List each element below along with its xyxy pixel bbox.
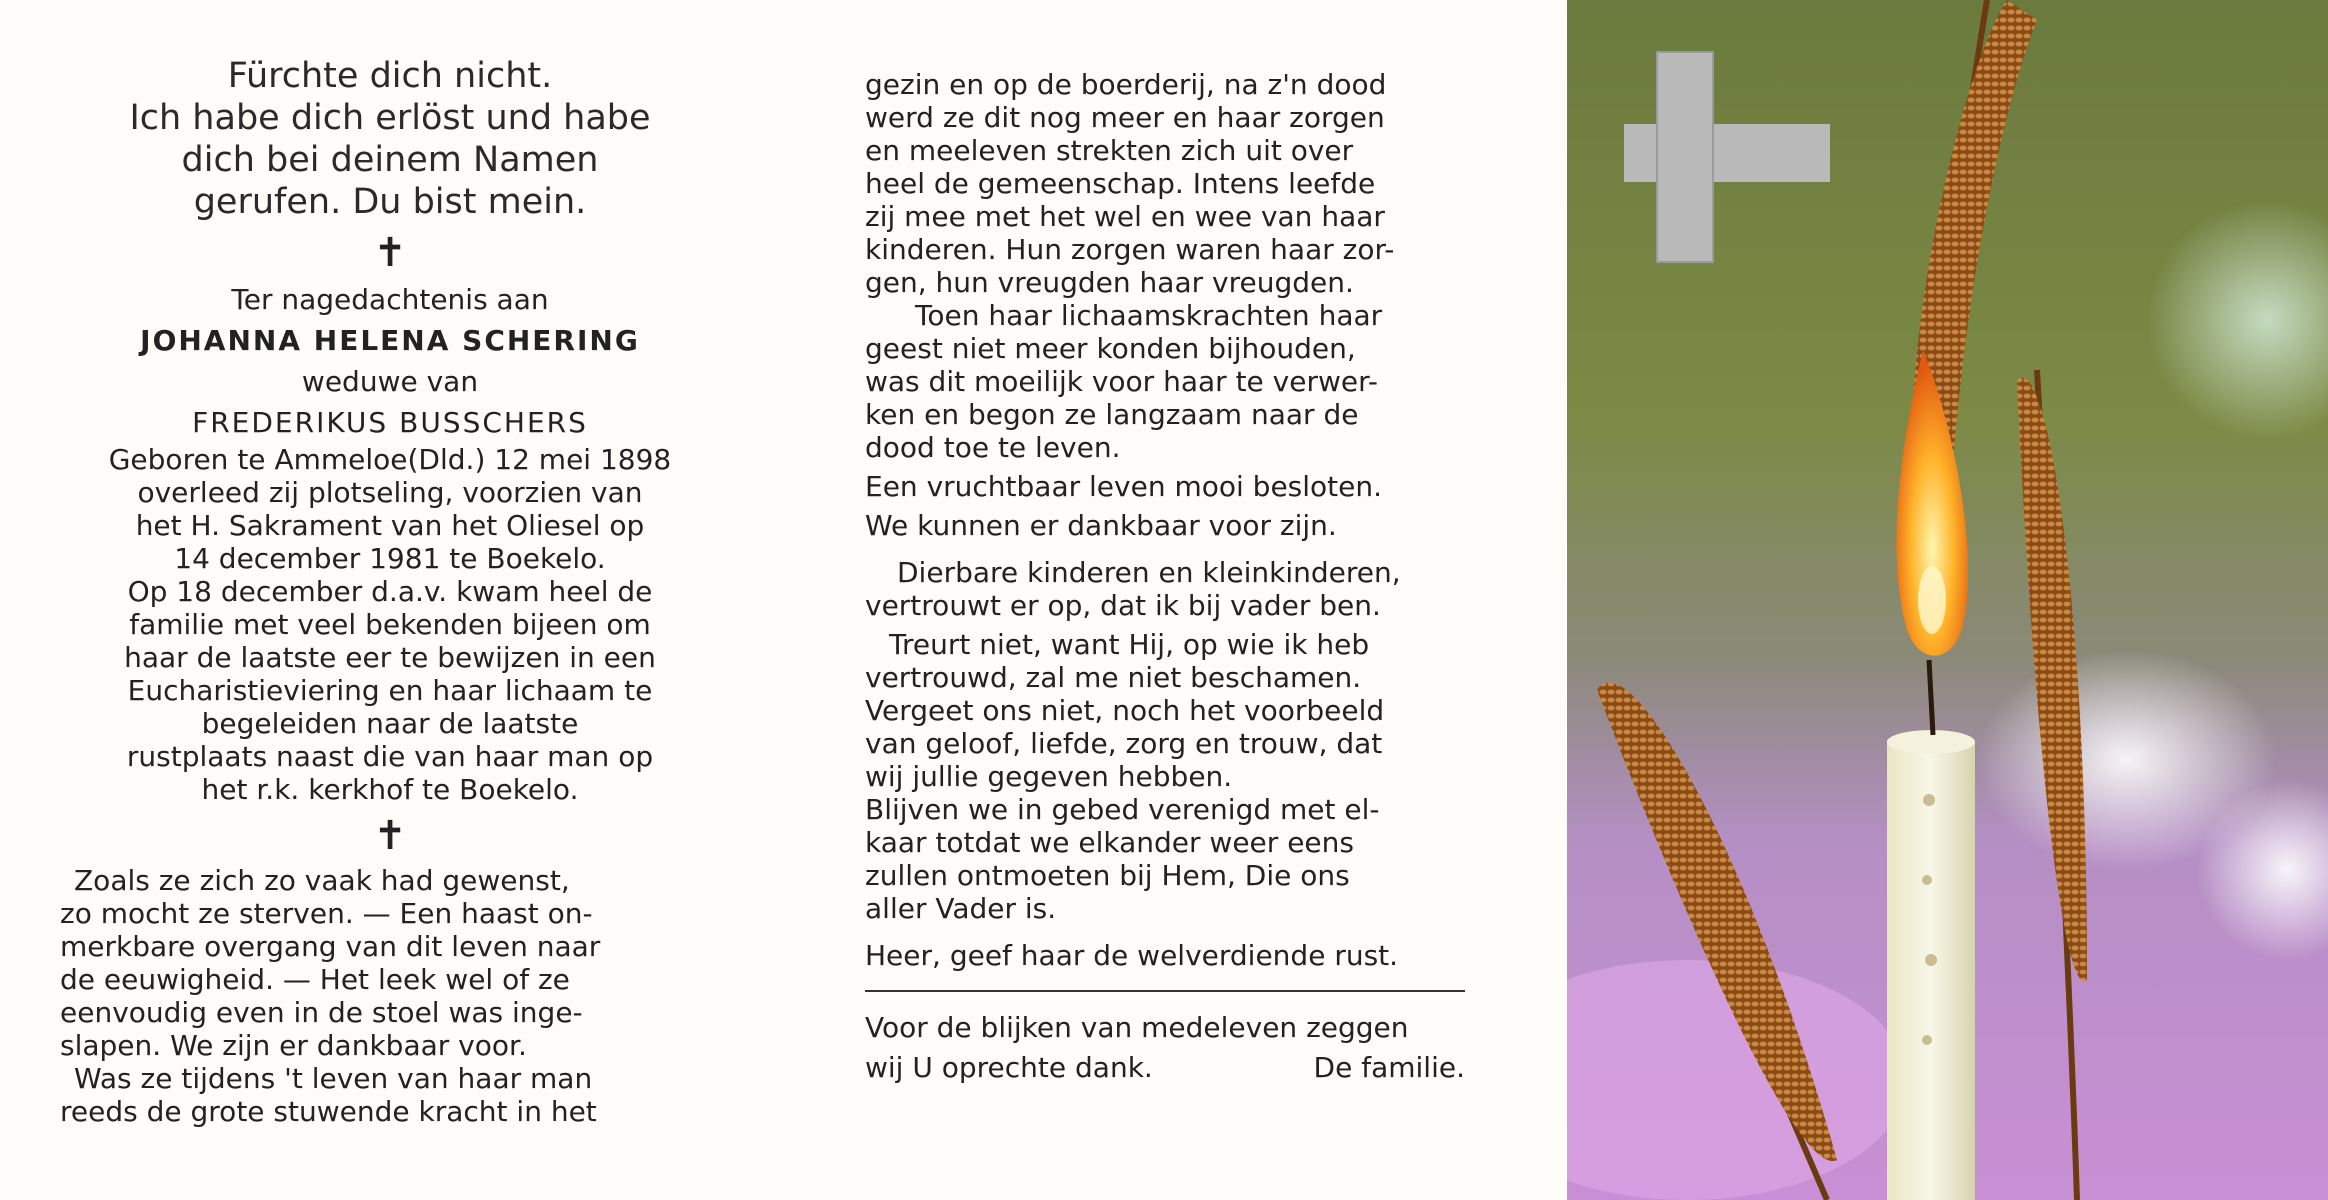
cross-icon: ✝ (373, 813, 407, 859)
family-line: zij mee met het wel en wee van haar (865, 200, 1385, 233)
passing-line: Zoals ze zich zo vaak had gewenst, (74, 864, 570, 897)
strength-paragraph (865, 299, 1485, 464)
fruitful-life-line: Een vruchtbaar leven mooi besloten. (865, 470, 1383, 503)
candle-wheat-photo (1567, 0, 2328, 1200)
passing-line: zo mocht ze sterven. — Een haast on- (60, 897, 593, 930)
quote-line: vertrouwt er op, dat ik bij vader ben. (865, 589, 1381, 622)
bio-paragraph (60, 443, 720, 575)
bio-line: overleed zij plotseling, voorzien van (137, 476, 643, 509)
motto-line: Fürchte dich nicht. (227, 56, 553, 96)
divider (865, 990, 1465, 992)
deceased-name: JOHANNA HELENA SCHERING (140, 324, 640, 357)
family-signature: De familie. (1313, 1051, 1465, 1084)
quote-line: Treurt niet, want Hij, op wie ik heb (889, 628, 1370, 661)
bio-line: 14 december 1981 te Boekelo. (174, 542, 606, 575)
quote-line: zullen ontmoeten bij Hem, Die ons (865, 859, 1350, 892)
thanks-line: wij U oprechte dank. (865, 1051, 1153, 1084)
quote-line: wij jullie gegeven hebben. (865, 760, 1233, 793)
quote-line: van geloof, liefde, zorg en trouw, dat (865, 727, 1383, 760)
quote-line: vertrouwd, zal me niet beschamen. (865, 661, 1362, 694)
cross-icon: ✝ (373, 230, 407, 276)
strength-line: was dit moeilijk voor haar te verwer- (865, 365, 1378, 398)
funeral-line: Eucharistieviering en haar lichaam te (127, 674, 653, 707)
motto (60, 55, 720, 223)
husband-name: FREDERIKUS BUSSCHERS (192, 406, 588, 439)
prayer-line: Heer, geef haar de welverdiende rust. (865, 939, 1399, 972)
funeral-line: het r.k. kerkhof te Boekelo. (201, 773, 579, 806)
passing-line: merkbare overgang van dit leven naar (60, 930, 601, 963)
funeral-line: begeleiden naar de laatste (201, 707, 579, 740)
family-line: gezin en op de boerderij, na z'n dood (865, 68, 1387, 101)
passing-line: slapen. We zijn er dankbaar voor. (60, 1029, 527, 1062)
passing-paragraph (60, 864, 720, 1062)
funeral-paragraph (60, 575, 720, 806)
family-line: gen, hun vreugden haar vreugden. (865, 266, 1354, 299)
family-line: kinderen. Hun zorgen waren haar zor- (865, 233, 1395, 266)
widow-of-text: weduwe van (301, 365, 479, 398)
quote-line: Vergeet ons niet, noch het voorbeeld (865, 694, 1385, 727)
life-line: Was ze tijdens 't leven van haar man (74, 1062, 593, 1095)
life-line: reeds de grote stuwende kracht in het (60, 1095, 597, 1128)
funeral-line: Op 18 december d.a.v. kwam heel de (127, 575, 653, 608)
motto-line: dich bei deinem Namen (181, 140, 599, 180)
strength-line: geest niet meer konden bijhouden, (865, 332, 1356, 365)
passing-line: de eeuwigheid. — Het leek wel of ze (60, 963, 570, 996)
left-column (60, 55, 720, 1128)
quote-paragraph-2 (865, 628, 1485, 925)
motto-line: Ich habe dich erlöst und habe (129, 98, 651, 138)
bio-line: het H. Sakrament van het Oliesel op (135, 509, 645, 542)
thanks-row (865, 1048, 1465, 1088)
intro-text: Ter nagedachtenis aan (231, 283, 549, 316)
quote-line: aller Vader is. (865, 892, 1057, 925)
strength-line: ken en begon ze langzaam naar de (865, 398, 1359, 431)
thanks-line: Voor de blijken van medeleven zeggen (865, 1011, 1409, 1044)
quote-line: kaar totdat we elkander weer eens (865, 826, 1354, 859)
life-paragraph (60, 1062, 720, 1128)
quote-line: Blijven we in gebed verenigd met el- (865, 793, 1380, 826)
quote-paragraph-1 (865, 556, 1485, 622)
funeral-line: familie met veel bekenden bijeen om (129, 608, 651, 641)
passing-line: eenvoudig even in de stoel was inge- (60, 996, 583, 1029)
strength-line: dood toe te leven. (865, 431, 1121, 464)
bio-line: Geboren te Ammeloe(Dld.) 12 mei 1898 (108, 443, 672, 476)
quote-line: Dierbare kinderen en kleinkinderen, (897, 556, 1401, 589)
funeral-line: rustplaats naast die van haar man op (126, 740, 654, 773)
middle-column (865, 68, 1485, 1088)
family-line: heel de gemeenschap. Intens leefde (865, 167, 1376, 200)
funeral-line: haar de laatste eer te bewijzen in een (124, 641, 656, 674)
family-paragraph (865, 68, 1485, 299)
candle-wheat-illustration (1567, 0, 2328, 1200)
family-line: werd ze dit nog meer en haar zorgen (865, 101, 1385, 134)
candle-icon (1887, 660, 1975, 1200)
motto-line: gerufen. Du bist mein. (193, 182, 587, 222)
family-line: en meeleven strekten zich uit over (865, 134, 1354, 167)
strength-line: Toen haar lichaamskrachten haar (915, 299, 1383, 332)
grateful-line: We kunnen er dankbaar voor zijn. (865, 509, 1337, 542)
